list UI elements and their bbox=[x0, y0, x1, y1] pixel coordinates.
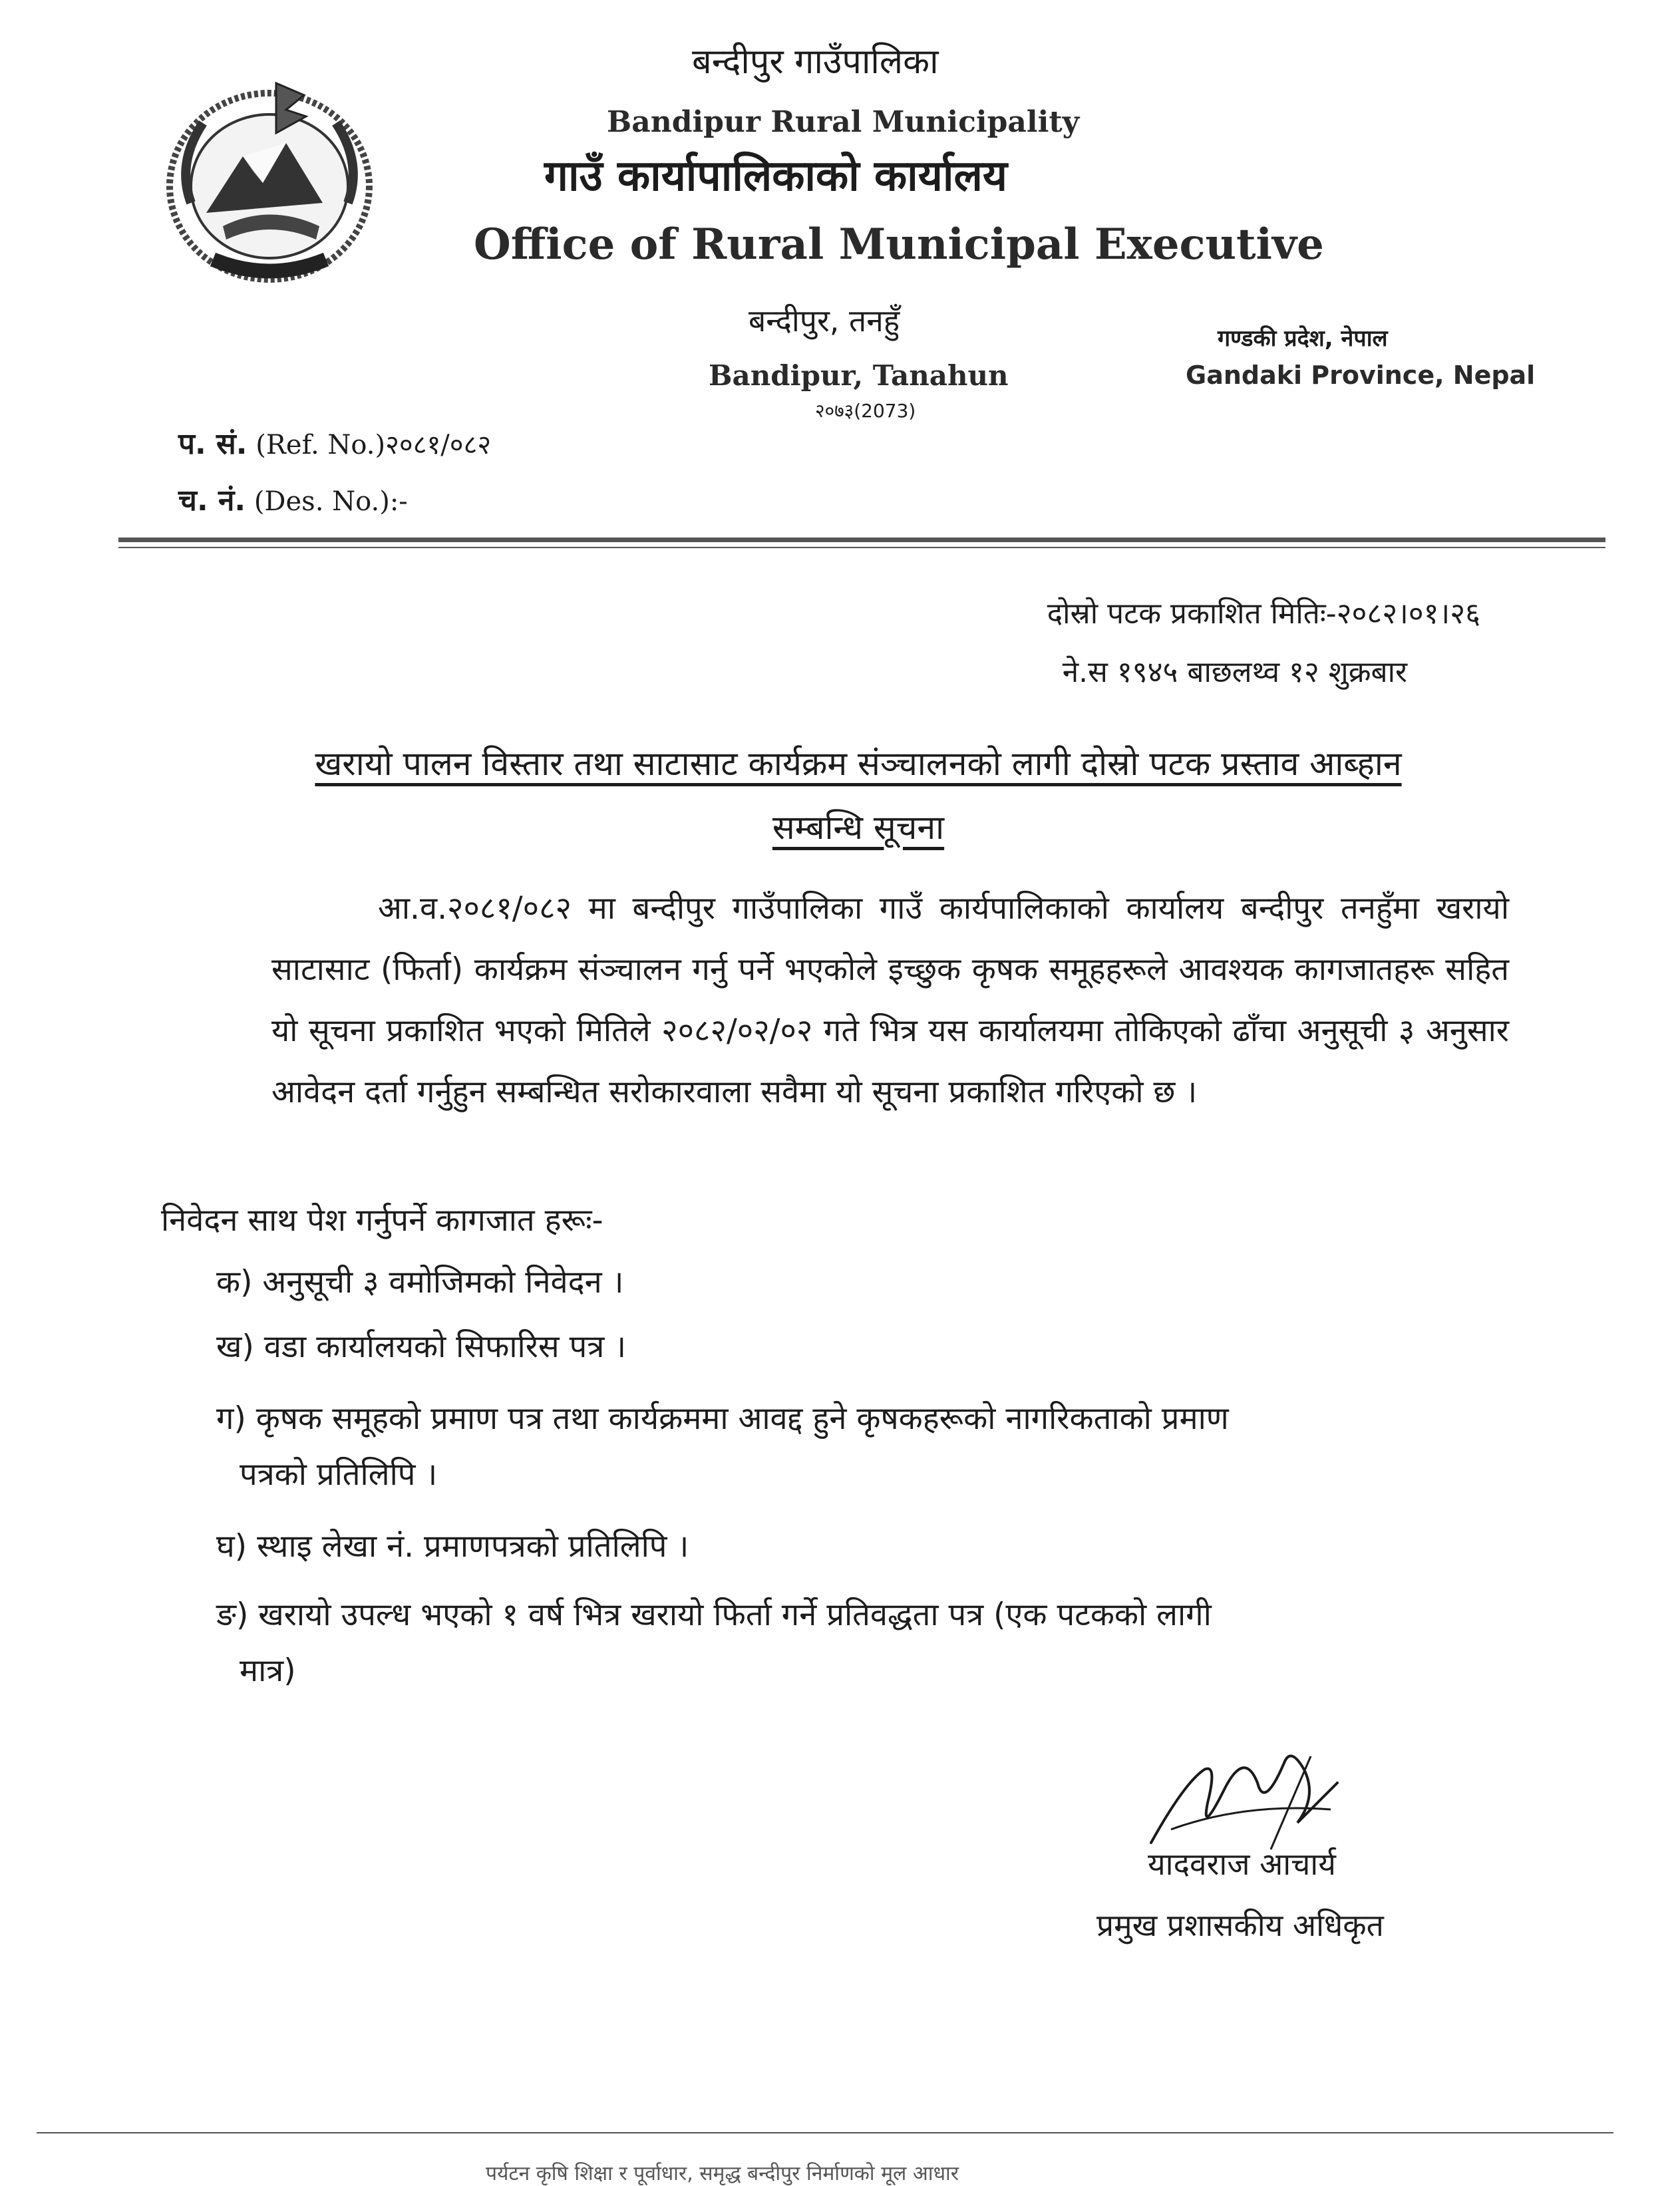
item-marker: ख) bbox=[216, 1328, 254, 1365]
item-text: कृषक समूहको प्रमाण पत्र तथा कार्यक्रममा आवद्द हुने कृषकहरूको नागरिकताको प्रमाण bbox=[255, 1400, 1229, 1437]
subject-line-1: खरायो पालन विस्तार तथा साटासाट कार्यक्रम संञ्चालनको लागी दोस्रो पटक प्रस्ताव आब्हान bbox=[315, 744, 1402, 783]
item-marker: क) bbox=[216, 1264, 253, 1301]
municipality-name-english: Bandipur Rural Municipality bbox=[607, 105, 1080, 139]
footer-slogan: पर्यटन कृषि शिक्षा र पूर्वाधार, समृद्ध बन्दीपुर निर्माणको मूल आधार bbox=[486, 2162, 959, 2185]
document-item bbox=[216, 1259, 623, 1302]
subject-line-2: सम्बन्धि सूचना bbox=[772, 808, 945, 847]
municipality-name-nepali: बन्दीपुर गाउँपालिका bbox=[692, 42, 939, 82]
footer-divider bbox=[37, 2132, 1613, 2133]
des-value: (Des. No.):- bbox=[253, 486, 408, 517]
office-name-nepali: गाउँ कार्यापालिकाको कार्यालय bbox=[544, 152, 1007, 201]
item-text: अनुसूची ३ वमोजिमको निवेदन । bbox=[262, 1264, 624, 1301]
reference-number bbox=[178, 422, 491, 462]
office-name-english: Office of Rural Municipal Executive bbox=[474, 220, 1324, 269]
location-english: Bandipur, Tanahun bbox=[709, 359, 1009, 392]
publish-date: दोस्रो पटक प्रकाशित मितिः-२०८२।०१।२६ bbox=[1047, 597, 1480, 631]
document-item-continued: मात्र) bbox=[240, 1652, 296, 1689]
header-divider bbox=[118, 538, 1605, 542]
header-divider-thin bbox=[118, 547, 1605, 548]
notice-subject bbox=[233, 732, 1484, 859]
handwritten-signature-icon bbox=[1144, 1743, 1344, 1856]
established-year: २०७३(2073) bbox=[815, 400, 916, 422]
location-nepali: बन्दीपुर, तनहुँ bbox=[749, 303, 900, 339]
notice-body: आ.व.२०८१/०८२ मा बन्दीपुर गाउँपालिका गाउँ कार्यपालिकाको कार्यालय बन्दीपुर तनहुँमा खरायो साटासाट (फिर्ता) कार्यक्रम संञ्चालन गर्नु पर्ने भएकोले इच्छुक कृषक समूहहरूले आवश्यक कागजातहरू सहित यो सूचना प्रकाशित भएको मितिले २०८२/०२/०२ गते भित्र यस कार्यालयमा तोकिएको ढाँचा अनुसूची ३ अनुसार आवेदन दर्ता गर्नुहुन सम्बन्धित सरोकारवाला सवैमा यो सूचना प्रकाशित गरिएको छ । bbox=[271, 890, 1509, 1110]
ref-value: (Ref. No.)२०८१/०८२ bbox=[255, 430, 492, 460]
nepal-sambat-date: ने.स १९४५ बाछलथ्व १२ शुक्रबार bbox=[1062, 655, 1407, 689]
document-item bbox=[216, 1396, 1229, 1438]
item-text: स्थाइ लेखा नं. प्रमाणपत्रको प्रतिलिपि । bbox=[257, 1528, 689, 1565]
province-english: Gandaki Province, Nepal bbox=[1186, 361, 1536, 390]
signatory-title: प्रमुख प्रशासकीय अधिकृत bbox=[1096, 1907, 1384, 1943]
nepal-emblem-icon bbox=[150, 70, 389, 293]
document-item-continued: पत्रको प्रतिलिपि । bbox=[240, 1456, 438, 1493]
item-marker: घ) bbox=[216, 1528, 248, 1565]
document-item bbox=[216, 1324, 626, 1366]
document-item bbox=[216, 1523, 689, 1566]
documents-heading: निवेदन साथ पेश गर्नुपर्ने कागजात हरूः- bbox=[161, 1202, 603, 1239]
des-prefix: च. नं. bbox=[178, 484, 246, 518]
dispatch-number bbox=[178, 479, 408, 519]
item-marker: ङ) bbox=[216, 1597, 249, 1633]
item-text: वडा कार्यालयको सिफारिस पत्र । bbox=[263, 1328, 627, 1365]
signatory-name: यादवराज आचार्य bbox=[1148, 1846, 1336, 1882]
item-marker: ग) bbox=[216, 1400, 246, 1437]
province-nepali: गण्डकी प्रदेश, नेपाल bbox=[1218, 325, 1388, 352]
document-item bbox=[216, 1592, 1212, 1635]
ref-prefix: प. सं. bbox=[178, 427, 248, 461]
item-text: खरायो उपल्ध भएको १ वर्ष भित्र खरायो फिर्ता गर्ने प्रतिवद्धता पत्र (एक पटकको लागी bbox=[258, 1597, 1212, 1633]
